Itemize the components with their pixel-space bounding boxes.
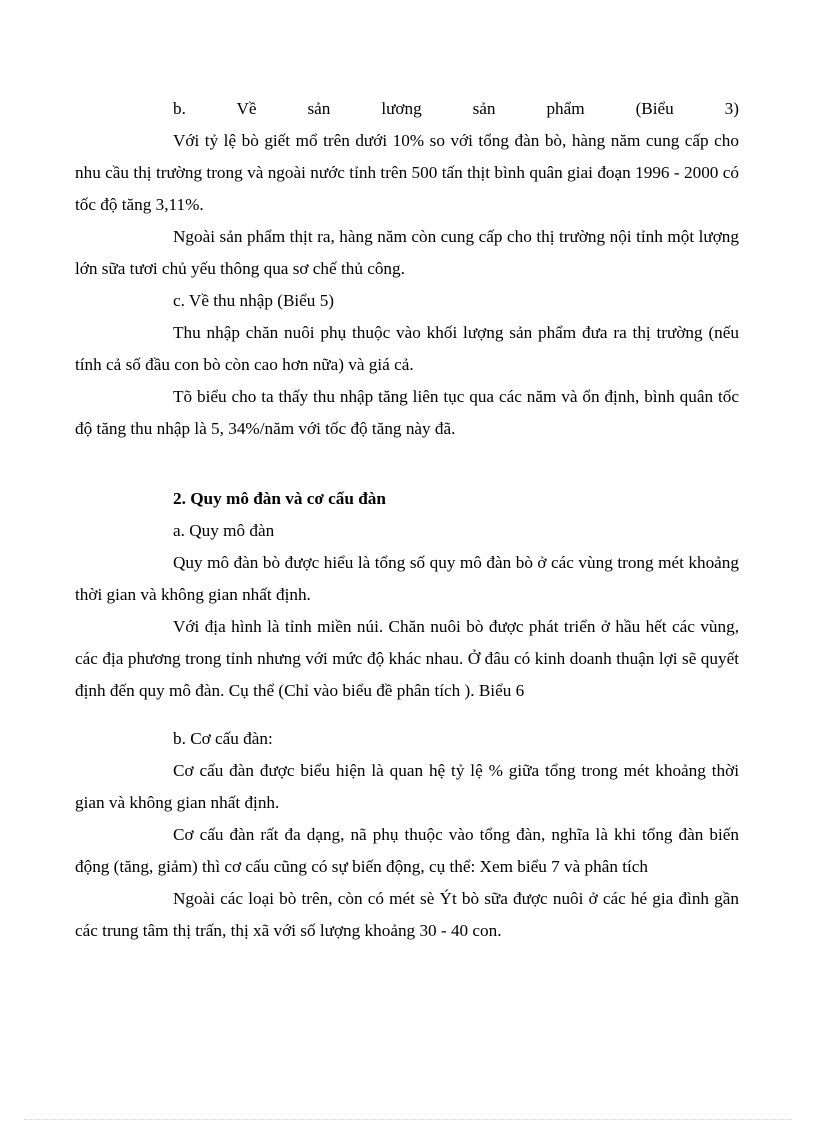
section-b-paragraph-2: Ngoài sản phẩm thịt ra, hàng năm còn cung cấp cho thị trường nội tỉnh một lượng lớn sữa tươi chủ yếu thông qua sơ chế thủ công. — [75, 227, 739, 278]
section-2b-paragraph-2: Cơ cấu đàn rất đa dạng, nã phụ thuộc vào tổng đàn, nghĩa là khi tổng đàn biến động (tăng, giảm) thì cơ cấu cũng có sự biến động, cụ thể: Xem biểu 7 và phân tích — [75, 825, 739, 876]
section-2b-paragraph-1: Cơ cấu đàn được biểu hiện là quan hệ tỷ lệ % giữa tổng trong mét khoảng thời gian và không gian nhất định. — [75, 761, 739, 812]
section-2-heading: 2. Quy mô đàn và cơ cấu đàn — [173, 489, 386, 508]
section-spacer — [173, 707, 739, 723]
section-2a-heading: a. Quy mô đàn — [173, 521, 275, 540]
section-c-paragraph-1: Thu nhập chăn nuôi phụ thuộc vào khối lượng sản phẩm đưa ra thị trường (nếu tính cả số đầu con bò còn cao hơn nữa) và giá cả. — [75, 323, 739, 374]
page-bottom-border — [24, 1119, 792, 1120]
document-page — [75, 93, 739, 947]
section-2a-paragraph-1: Quy mô đàn bò được hiểu là tổng số quy mô đàn bò ở các vùng trong mét khoảng thời gian và không gian nhất định. — [75, 553, 739, 604]
section-2b-paragraph-3: Ngoài các loại bò trên, còn có mét sè Ýt bò sữa được nuôi ở các hé gia đình gần các trung tâm thị trấn, thị xã với số lượng khoảng 30 - 40 con. — [75, 889, 739, 940]
section-b-heading: b. Về sản lương sản phẩm (Biểu 3) — [173, 99, 739, 118]
section-2a-paragraph-2: Với địa hình là tỉnh miền núi. Chăn nuôi bò được phát triển ở hầu hết các vùng, các địa phương trong tỉnh nhưng với mức độ khác nhau. Ở đâu có kinh doanh thuận lợi sẽ quyết định đến quy mô đàn. Cụ thể (Chỉ vào biểu đề phân tích ). Biểu 6 — [75, 617, 739, 700]
section-spacer — [173, 445, 739, 483]
section-c-heading: c. Về thu nhập (Biểu 5) — [173, 291, 335, 310]
section-c-paragraph-2: Tõ biểu cho ta thấy thu nhập tăng liên tục qua các năm và ổn định, bình quân tốc độ tăng thu nhập là 5, 34%/năm với tốc độ tăng này đã. — [75, 387, 739, 438]
section-2b-heading: b. Cơ cấu đàn: — [173, 729, 273, 748]
section-b-paragraph-1: Với tỷ lệ bò giết mổ trên dưới 10% so với tổng đàn bò, hàng năm cung cấp cho nhu cầu thị trường trong và ngoài nước tỉnh trên 500 tấn thịt bình quân giai đoạn 1996 - 2000 có tốc độ tăng 3,11%. — [75, 131, 739, 214]
